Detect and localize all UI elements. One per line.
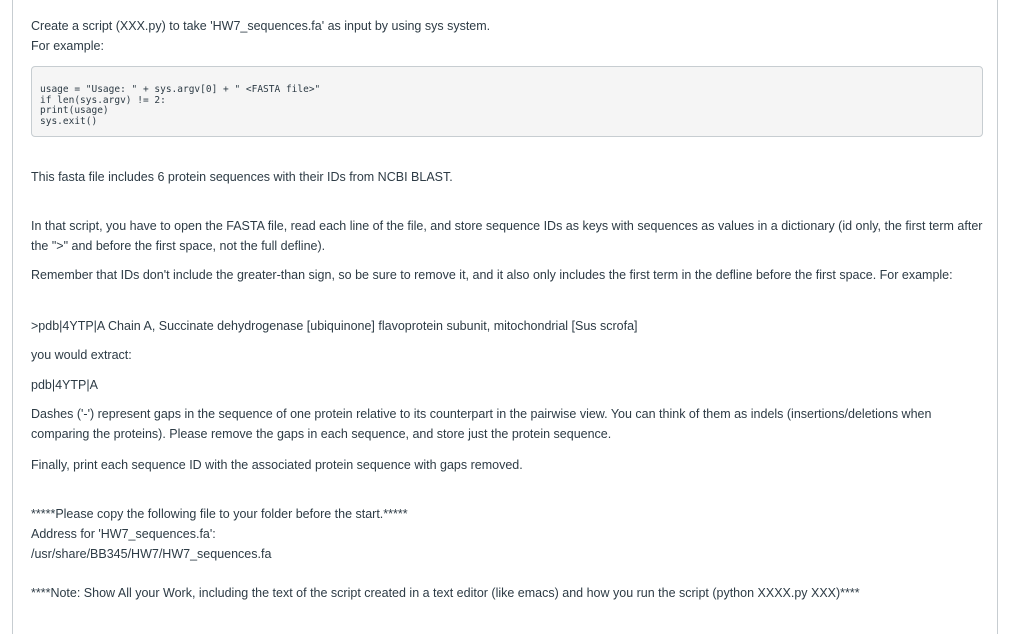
final-note: ****Note: Show All your Work, including the text of the script created in a text editor (like emacs) and how you run the script (python XXXX.py XXX)****: [31, 586, 860, 600]
fasta-info-text: This fasta file includes 6 protein sequences with their IDs from NCBI BLAST.: [31, 170, 453, 184]
code-block: [31, 66, 983, 137]
remember-ids-text: Remember that IDs don't include the greater-than sign, so be sure to remove it, and it also only includes the first term in the defline before the first space. For example:: [31, 268, 953, 282]
finally-print-text: Finally, print each sequence ID with the associated protein sequence with gaps removed.: [31, 458, 523, 472]
file-address-label: Address for 'HW7_sequences.fa':: [31, 527, 216, 541]
you-would-extract-text: you would extract:: [31, 348, 132, 362]
intro-line: Create a script (XXX.py) to take 'HW7_sequences.fa' as input by using sys system.: [31, 19, 491, 33]
for-example-label: For example:: [31, 39, 104, 53]
file-path: /usr/share/BB345/HW7/HW7_sequences.fa: [31, 547, 272, 561]
code-line: usage = "Usage: " + sys.argv[0] + " <FASTA file>": [40, 84, 321, 95]
script-instructions-text: In that script, you have to open the FASTA file, read each line of the file, and store sequence IDs as keys with sequences as values in a dictionary (id only, the first term after the ">" and before the first space, not the full defline).: [31, 219, 983, 253]
code-line: sys.exit(): [40, 115, 98, 127]
dashes-info-text: Dashes ('-') represent gaps in the sequence of one protein relative to its counterpart in the pairwise view. You can think of them as indels (insertions/deletions when comparing the proteins). Please remove the gaps in each sequence, and store just the protein sequence.: [31, 407, 932, 441]
code-line: print(usage): [40, 105, 109, 116]
copy-file-note: *****Please copy the following file to your folder before the start.*****: [31, 507, 408, 521]
extracted-id: pdb|4YTP|A: [31, 378, 98, 392]
code-line: if len(sys.argv) != 2:: [40, 94, 166, 106]
code-text: [40, 85, 320, 127]
defline-example: >pdb|4YTP|A Chain A, Succinate dehydrogenase [ubiquinone] flavoprotein subunit, mitochondrial [Sus scrofa]: [31, 319, 638, 333]
